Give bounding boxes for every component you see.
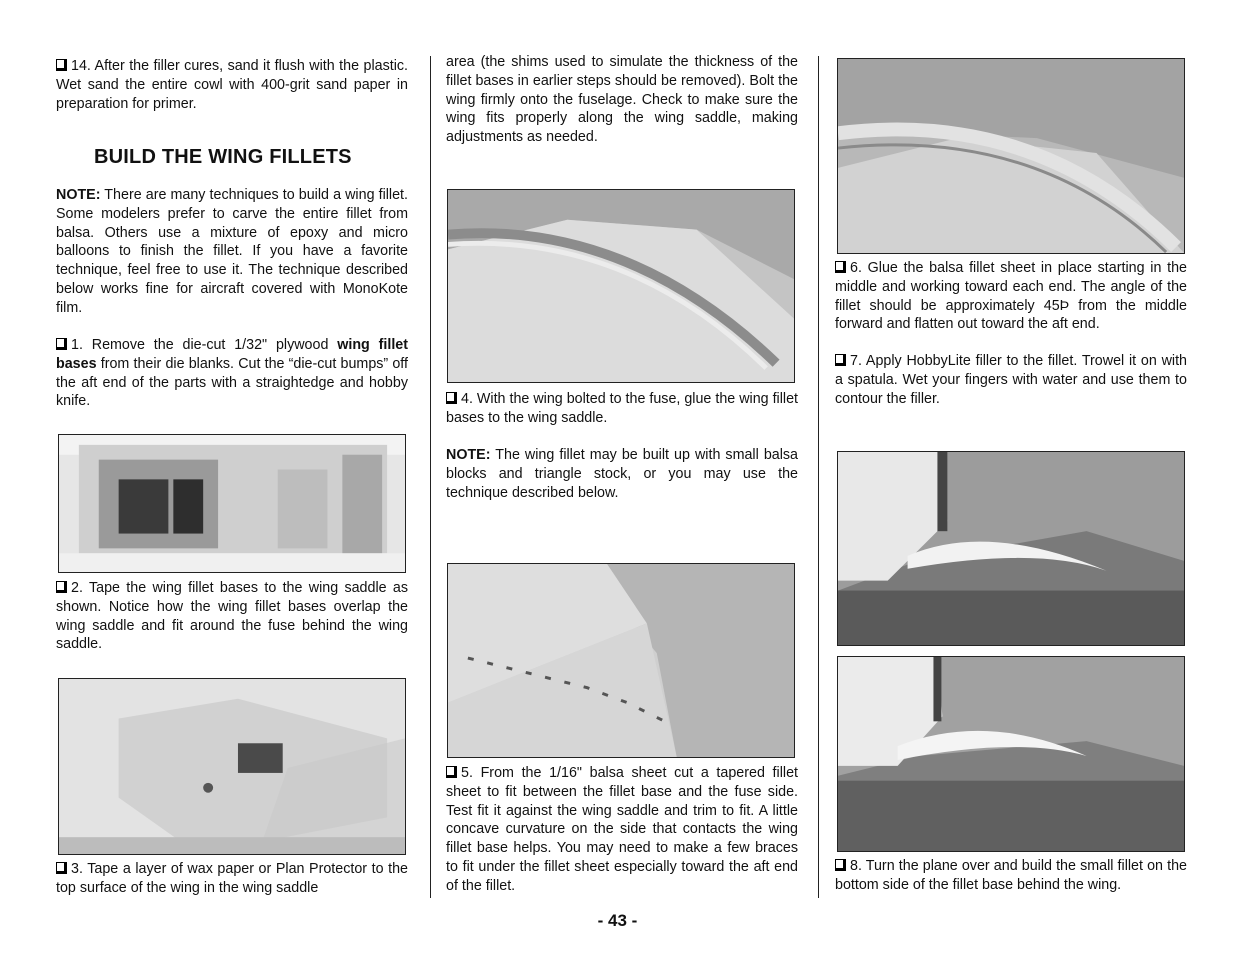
checkbox-icon[interactable] bbox=[835, 261, 846, 273]
step-4: 4. With the wing bolted to the fuse, glue the wing fillet bases to the wing saddle. bbox=[446, 391, 798, 426]
checkbox-icon[interactable] bbox=[56, 338, 67, 350]
step-7: 7. Apply HobbyLite filler to the fillet. Trowel it on with a spatula. Wet your fingers with water and use them to contour the filler. bbox=[835, 353, 1187, 407]
note-2: NOTE: The wing fillet may be built up with small balsa blocks and triangle stock, or you may use the technique described below. bbox=[446, 447, 798, 501]
photo-fuselage-saddle bbox=[58, 434, 406, 573]
step-8: 8. Turn the plane over and build the small fillet on the bottom side of the fillet base behind the wing. bbox=[835, 858, 1187, 893]
column-divider-2 bbox=[818, 56, 819, 898]
section-heading: BUILD THE WING FILLETS bbox=[94, 146, 352, 168]
photo-wax-paper-wing bbox=[58, 678, 406, 855]
checkbox-icon[interactable] bbox=[446, 392, 457, 404]
column-divider-1 bbox=[430, 56, 431, 898]
photo-bottom-fillet-2 bbox=[837, 656, 1185, 852]
step-1: 1. Remove the die-cut 1/32" plywood wing fillet bases from their die blanks. Cut the “die-cut bumps” off the aft end of the parts with a straightedge and hobby knife. bbox=[56, 337, 409, 410]
photo-bottom-fillet-1 bbox=[837, 451, 1185, 646]
photo-fillet-braces bbox=[447, 563, 795, 758]
checkbox-icon[interactable] bbox=[835, 354, 846, 366]
step-3: 3. Tape a layer of wax paper or Plan Protector to the top surface of the wing in the wing saddle bbox=[56, 861, 408, 896]
step-6: 6. Glue the balsa fillet sheet in place starting in the middle and working toward each end. The angle of the fillet should be approximately 45Þ from the middle forward and flatten out toward the aft end. bbox=[835, 260, 1187, 333]
photo-fillet-bases-glued bbox=[447, 189, 795, 383]
photo-fillet-sheet-glued bbox=[837, 58, 1185, 254]
checkbox-icon[interactable] bbox=[446, 766, 457, 778]
note-1: NOTE: There are many techniques to build a wing fillet. Some modelers prefer to carve the entire fillet from balsa. Others use a mixture of epoxy and micro balloons to finish the fillet. If you have a favorite technique, feel free to use it. The technique described below works fine for aircraft covered with MonoKote film. bbox=[56, 187, 408, 316]
checkbox-icon[interactable] bbox=[56, 59, 67, 71]
step-14: 14. After the filler cures, sand it flush with the plastic. Wet sand the entire cowl with 400-grit sand paper in preparation for primer. bbox=[56, 58, 408, 112]
checkbox-icon[interactable] bbox=[835, 859, 846, 871]
step-5: 5. From the 1/16" balsa sheet cut a tapered fillet sheet to fit between the fillet base and the fuse side. Test fit it against the wing saddle and trim to fit. A little concave curvature on the side that contacts the wing fillet base helps. You may need to make a few braces to fit under the fillet sheet especially toward the aft end of the fillet. bbox=[446, 765, 798, 894]
step-3-continued: area (the shims used to simulate the thickness of the fillet bases in earlier steps should be removed). Bolt the wing firmly onto the fuselage. Check to make sure the wing fits properly along the wing saddle, making adjustments as needed. bbox=[446, 54, 798, 146]
step-2: 2. Tape the wing fillet bases to the wing saddle as shown. Notice how the wing fillet bases overlap the wing saddle and fit around the fuse behind the wing saddle. bbox=[56, 580, 408, 653]
checkbox-icon[interactable] bbox=[56, 862, 67, 874]
checkbox-icon[interactable] bbox=[56, 581, 67, 593]
page-number: - 43 - bbox=[597, 911, 638, 930]
